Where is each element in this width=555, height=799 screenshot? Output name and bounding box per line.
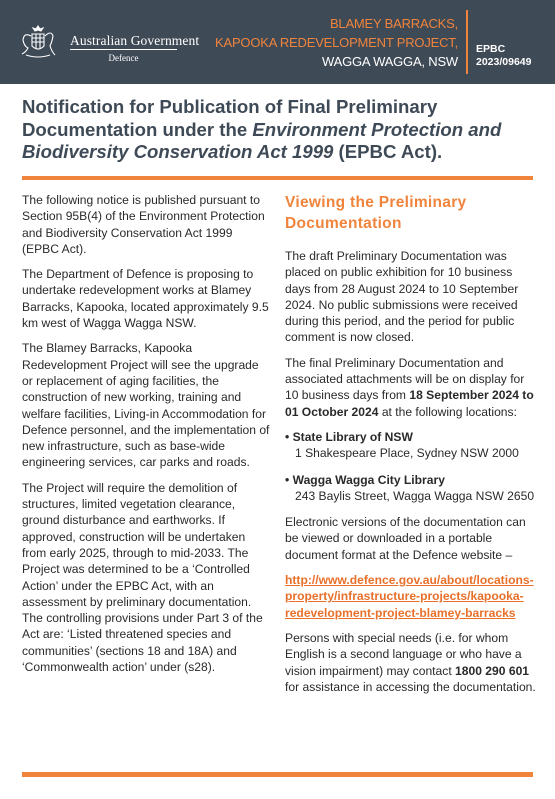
special-needs-text-end: for assistance in accessing the documentation. — [285, 679, 536, 694]
project-name — [215, 14, 458, 71]
display-paragraph — [285, 355, 537, 420]
proposal-paragraph: The Department of Defence is proposing to undertake redevelopment works at Blamey Barracks, Kapooka, located approximately 9.5 km west of Wagga Wagga NSW. — [22, 267, 269, 331]
title-part-1: Notification for Publication of Final Preliminary Documentation under the — [22, 96, 438, 140]
top-divider — [22, 176, 533, 180]
location-address: 243 Baylis Street, Wagga Wagga NSW 2650 — [295, 488, 535, 503]
location-item — [285, 472, 537, 505]
epbc-label: EPBC — [476, 43, 506, 55]
coat-of-arms-icon — [18, 22, 58, 62]
department-name: Defence — [108, 53, 139, 63]
special-needs-paragraph — [285, 630, 537, 695]
title-act-name: Environment Protection and Biodiversity Conservation Act 1999 — [22, 118, 502, 162]
project-scope-paragraph: The Blamey Barracks, Kapooka Redevelopment Project will see the upgrade or replacement of aging facilities, the construction of new working, training and welfare facilities, Living-in Accommodation for Defence personnel, and the implementation of new infrastructure, such as base-wide engineering services, car parks and roads. — [22, 341, 270, 470]
location-address: 1 Shakespeare Place, Sydney NSW 2000 — [295, 446, 519, 461]
defence-website-link[interactable]: http://www.defence.gov.au/about/locations-property/infrastructure-projects/kapooka-redevelopment-project-blamey-barracks — [285, 573, 534, 620]
bottom-divider — [22, 772, 533, 777]
page-title — [22, 96, 537, 164]
right-column — [285, 192, 537, 704]
display-text: The final Preliminary Documentation and associated attachments will be on display for 10 business days from — [285, 355, 525, 403]
government-divider — [70, 49, 177, 50]
epbc-number: 2023/09649 — [476, 56, 532, 68]
contact-phone: 1800 290 601 — [455, 663, 530, 678]
project-requirements-paragraph: The Project will require the demolition of structures, limited vegetation clearance, ground disturbance and earthworks. If approved, construction will be undertaken from early 2025, through to mid-2033. The Project was determined to be a ‘Controlled Action’ under the EPBC Act, with an assessment by preliminary documentation. The controlling provisions under Part 3 of the Act are: ‘Listed threatened species and communities’ (sections 18 and 18A) and ‘Commonwealth action’ under (s28). — [22, 480, 263, 675]
header-banner — [0, 0, 555, 84]
location-item — [285, 429, 537, 462]
header-divider — [466, 10, 468, 74]
project-line-2: KAPOOKA REDEVELOPMENT PROJECT, — [215, 35, 458, 50]
notice-paragraph: The following notice is published pursuant to Section 95B(4) of the Environment Protection and Biodiversity Conservation Act 1999 (EPBC Act). — [22, 193, 265, 256]
left-column — [22, 192, 270, 684]
location-name-text: State Library of NSW — [292, 429, 413, 444]
location-name: • Wagga Wagga City Library — [285, 472, 445, 487]
special-needs-text: Persons with special needs (i.e. for whom English is a second language or who have a vision impairment) may contact — [285, 630, 522, 678]
electronic-versions-paragraph: Electronic versions of the documentation can be viewed or downloaded in a portable document format at the Defence website – — [285, 515, 526, 562]
project-location: WAGGA WAGGA, NSW — [322, 54, 458, 69]
epbc-reference — [476, 43, 531, 69]
section-heading: Viewing the Preliminary Documentation — [285, 194, 467, 232]
title-part-2: (EPBC Act). — [333, 141, 443, 162]
display-dates: 18 September 2024 to 01 October 2024 — [285, 388, 534, 419]
location-name-text: Wagga Wagga City Library — [292, 472, 445, 487]
location-name: • State Library of NSW — [285, 429, 413, 444]
display-text-end: at the following locations: — [378, 404, 517, 419]
government-name: Australian Government — [70, 33, 200, 48]
exhibition-paragraph: The draft Preliminary Documentation was placed on public exhibition for 10 business days from 28 August 2024 to 10 September 2024. No public submissions were received during this period, and the period for public comment is now closed. — [285, 249, 519, 345]
project-line-1: BLAMEY BARRACKS, — [329, 16, 458, 31]
